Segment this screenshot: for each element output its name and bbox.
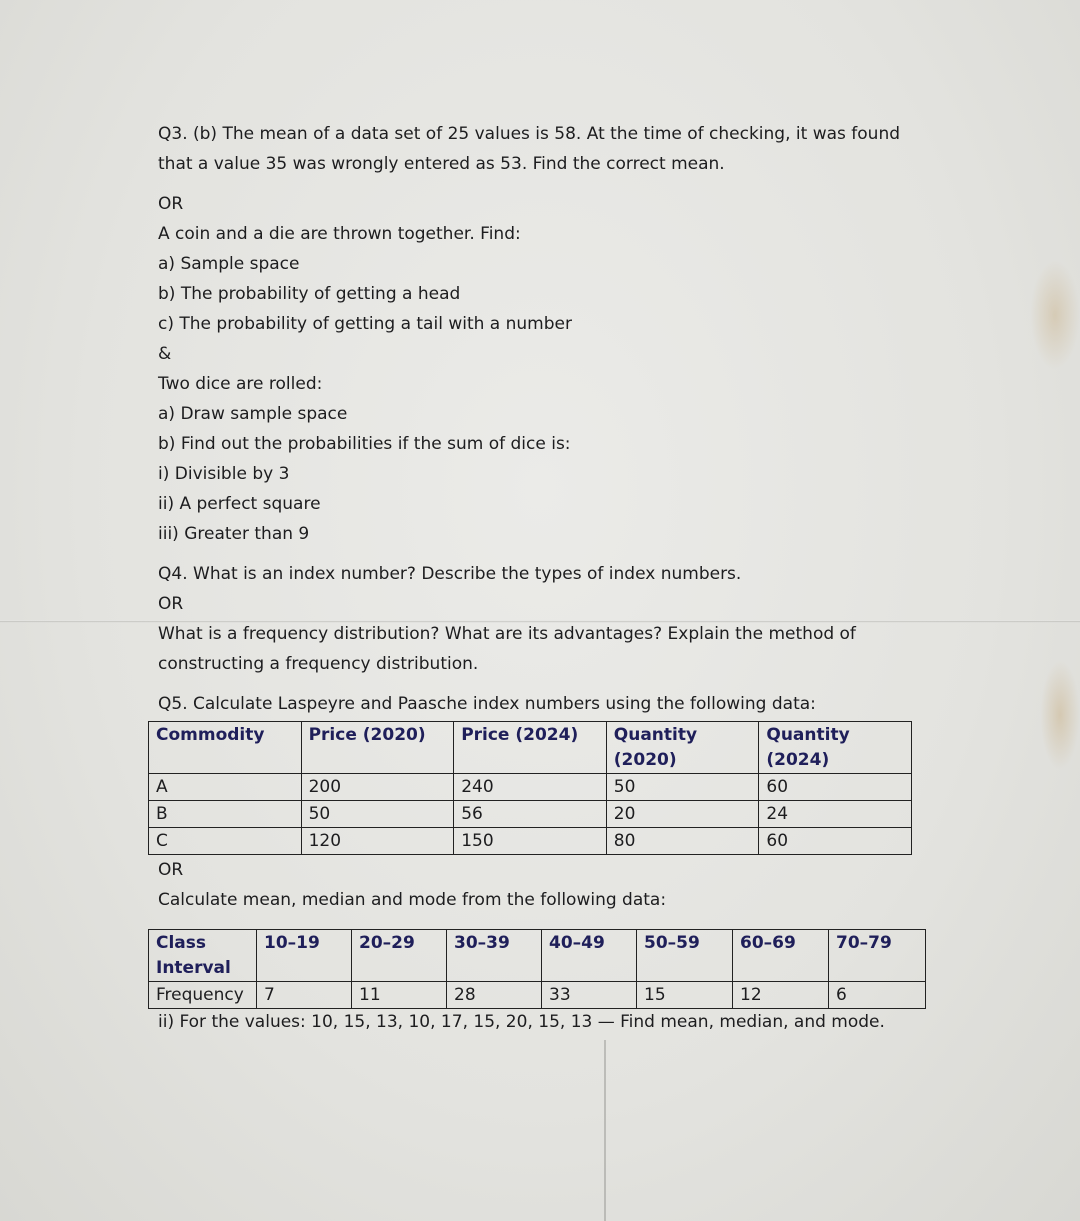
table-header-cell: 70–79: [829, 930, 926, 982]
paper-stain: [1030, 260, 1080, 370]
table-cell: 6: [829, 982, 926, 1009]
table-header-cell: 40–49: [542, 930, 637, 982]
table-cell: 33: [542, 982, 637, 1009]
dice-part-b: b) Find out the probabilities if the sum of dice is:: [158, 434, 571, 454]
table-cell: B: [149, 801, 302, 828]
dice-intro: Two dice are rolled:: [158, 374, 323, 394]
table-cell: Frequency: [149, 982, 257, 1009]
dice-part-a: a) Draw sample space: [158, 404, 348, 424]
table-cell: 200: [301, 774, 454, 801]
dice-part-i: i) Divisible by 3: [158, 464, 290, 484]
table-cell: 50: [606, 774, 759, 801]
table-cell: 15: [637, 982, 733, 1009]
table-cell: 60: [759, 828, 912, 855]
table-row: [149, 801, 912, 828]
or-separator: OR: [158, 860, 184, 880]
question-5: [158, 689, 938, 1035]
dice-part-ii: ii) A perfect square: [158, 494, 321, 514]
q5-text-line-2: Calculate mean, median and mode from the following data:: [158, 890, 667, 910]
question-4: [158, 559, 938, 679]
table-cell: 24: [759, 801, 912, 828]
table-cell: 28: [447, 982, 542, 1009]
table-header-row: [149, 930, 926, 982]
coin-part-b: b) The probability of getting a head: [158, 284, 461, 304]
or-separator: OR: [158, 594, 184, 614]
table-cell: 56: [454, 801, 607, 828]
table-cell: 120: [301, 828, 454, 855]
frequency-table: [148, 929, 926, 1009]
table-row: [149, 828, 912, 855]
ampersand: &: [158, 344, 172, 364]
table-header-cell: 50–59: [637, 930, 733, 982]
coin-part-a: a) Sample space: [158, 254, 300, 274]
or-separator: OR: [158, 194, 184, 214]
paper-stain: [1040, 660, 1080, 770]
table-header-cell: Quantity (2024): [759, 722, 912, 774]
table-header-row: [149, 722, 912, 774]
table-cell: 7: [257, 982, 352, 1009]
table-header-cell: Quantity (2020): [606, 722, 759, 774]
question-content: [158, 119, 938, 1035]
table-cell: A: [149, 774, 302, 801]
table-header-cell: Commodity: [149, 722, 302, 774]
table-cell: 150: [454, 828, 607, 855]
table-cell: 11: [352, 982, 447, 1009]
table-cell: 20: [606, 801, 759, 828]
table-cell: 60: [759, 774, 912, 801]
q3-text-line-2: that a value 35 was wrongly entered as 53. Find the correct mean.: [158, 154, 725, 174]
table-cell: 50: [301, 801, 454, 828]
table-cell: 240: [454, 774, 607, 801]
table-header-cell: 60–69: [733, 930, 829, 982]
table-header-cell: Class Interval: [149, 930, 257, 982]
question-3: [158, 119, 938, 549]
table-cell: 12: [733, 982, 829, 1009]
table-header-cell: Price (2024): [454, 722, 607, 774]
q4-text-line-3: constructing a frequency distribution.: [158, 654, 479, 674]
table-header-cell: 10–19: [257, 930, 352, 982]
q5-text-line-3: ii) For the values: 10, 15, 13, 10, 17, 15, 20, 15, 13 — Find mean, median, and mode.: [158, 1012, 885, 1032]
coin-part-c: c) The probability of getting a tail with a number: [158, 314, 572, 334]
fold-crease-vertical: [604, 1040, 606, 1221]
table-cell: 80: [606, 828, 759, 855]
table-header-cell: Price (2020): [301, 722, 454, 774]
table-row: [149, 982, 926, 1009]
table-cell: C: [149, 828, 302, 855]
q5-text-line-1: Q5. Calculate Laspeyre and Paasche index numbers using the following data:: [158, 694, 816, 714]
table-row: [149, 774, 912, 801]
table-header-cell: 20–29: [352, 930, 447, 982]
dice-part-iii: iii) Greater than 9: [158, 524, 310, 544]
table-header-cell: 30–39: [447, 930, 542, 982]
q3-text-line-1: Q3. (b) The mean of a data set of 25 values is 58. At the time of checking, it was found: [158, 124, 901, 144]
q4-text-line-2: What is a frequency distribution? What are its advantages? Explain the method of: [158, 624, 856, 644]
q4-text-line-1: Q4. What is an index number? Describe the types of index numbers.: [158, 564, 742, 584]
index-number-table: [148, 721, 912, 855]
coin-intro: A coin and a die are thrown together. Find:: [158, 224, 521, 244]
